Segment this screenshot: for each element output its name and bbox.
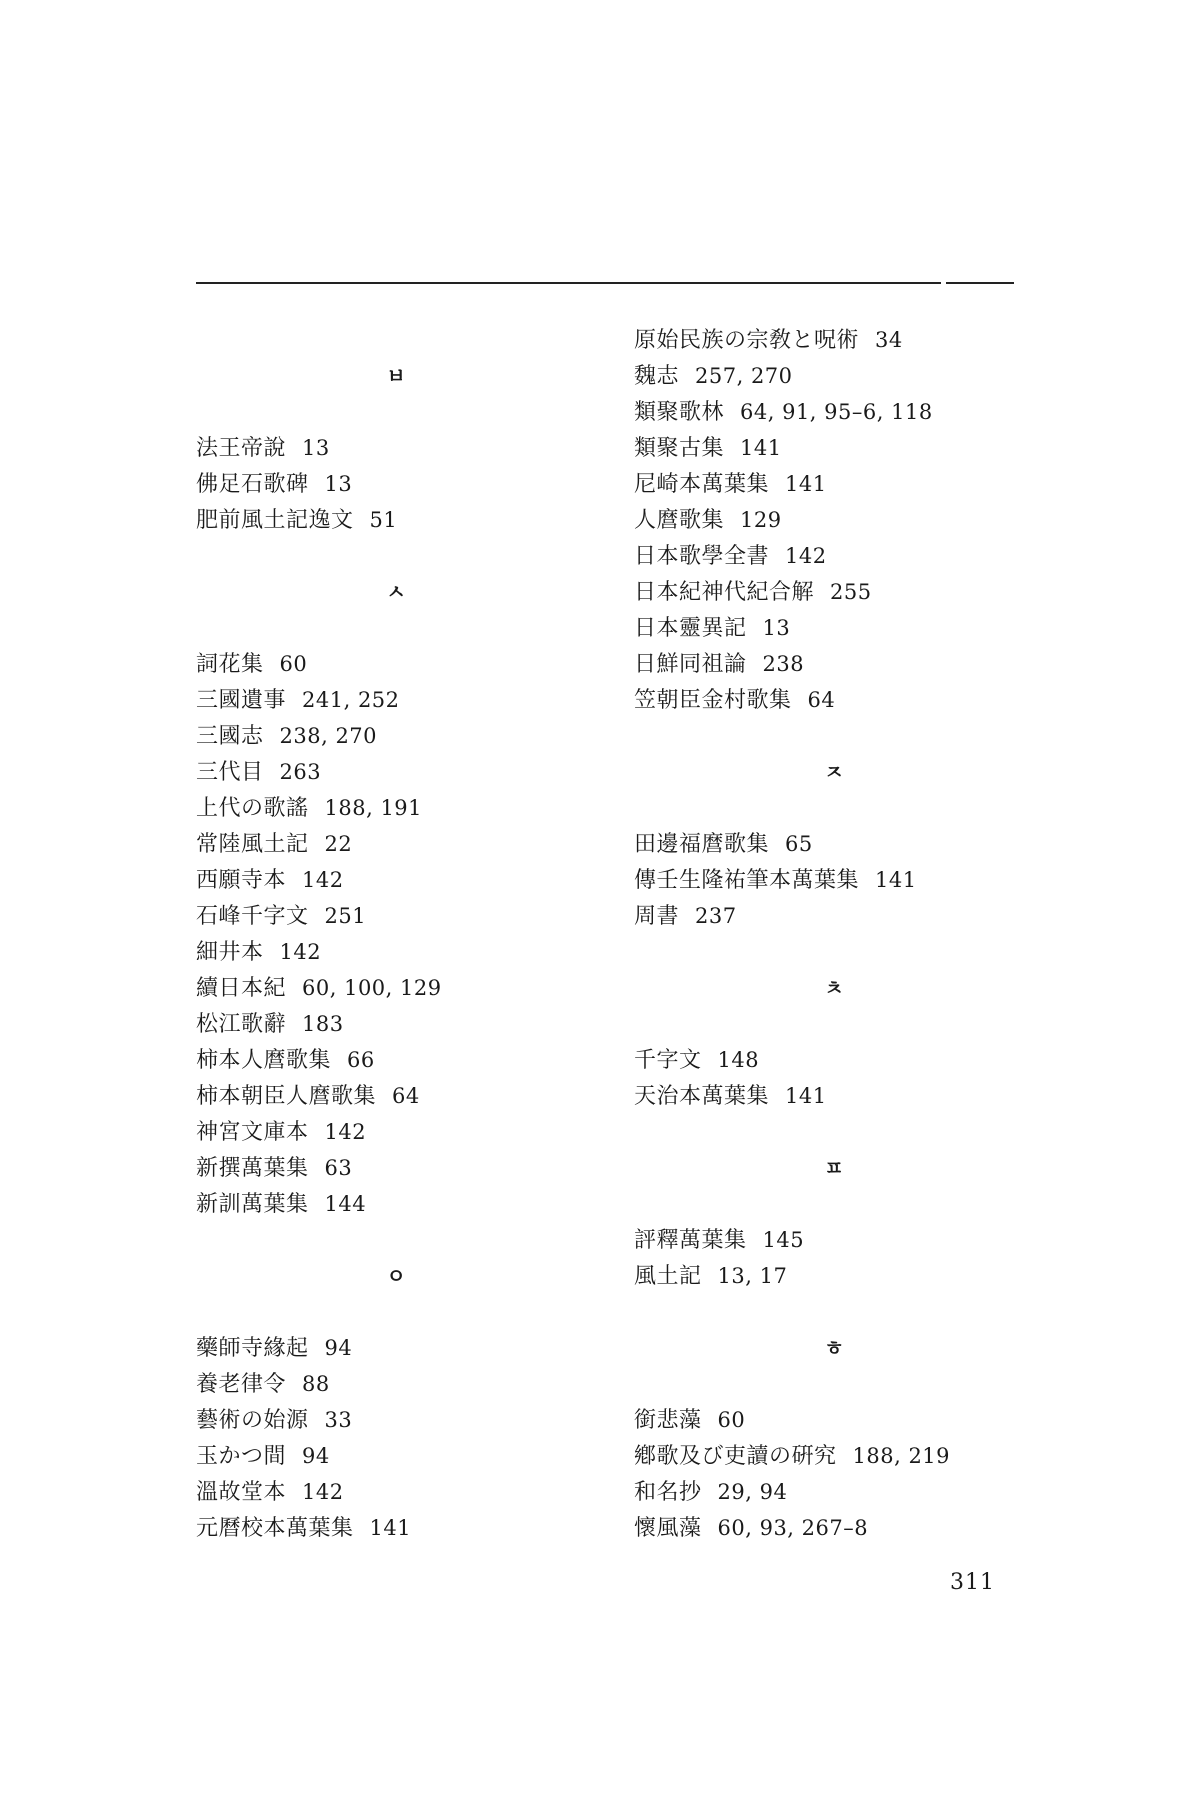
index-entry — [196, 1438, 616, 1474]
index-entry — [196, 1366, 616, 1402]
entry-pages: 141 — [875, 868, 917, 892]
entry-term: 尼崎本萬葉集 — [634, 472, 770, 497]
entry-pages: 141 — [369, 1516, 412, 1540]
entry-pages: 255 — [830, 580, 872, 604]
entry-pages: 64, 91, 95–6, 118 — [740, 400, 933, 424]
entry-pages: 13 — [302, 436, 330, 460]
index-entry — [634, 1474, 1054, 1510]
index-entry — [196, 1186, 616, 1222]
entry-pages: 60, 100, 129 — [302, 976, 442, 1000]
entry-pages: 145 — [762, 1228, 805, 1252]
index-entry — [196, 826, 616, 862]
entry-pages: 33 — [324, 1408, 353, 1432]
entry-term: 日本紀神代紀合解 — [634, 580, 815, 605]
index-entry — [634, 430, 1054, 466]
section-heading-h: ㅎ — [824, 1336, 844, 1360]
entry-term: 三代目 — [196, 760, 264, 785]
entry-term: 日本靈異記 — [634, 616, 747, 641]
entry-pages: 51 — [369, 508, 398, 532]
entry-term: 類聚歌林 — [634, 400, 725, 425]
entry-pages: 60 — [279, 652, 308, 676]
index-entry — [634, 466, 1054, 502]
index-entry — [196, 1474, 616, 1510]
spacer — [634, 1006, 1054, 1042]
index-entry — [634, 826, 1054, 862]
entry-pages: 263 — [279, 760, 322, 784]
entry-term: 常陸風土記 — [196, 832, 309, 857]
entry-pages: 34 — [875, 328, 903, 352]
spacer — [634, 1366, 1054, 1402]
entry-pages: 238, 270 — [279, 724, 378, 748]
entry-term: 細井本 — [196, 940, 264, 965]
entry-pages: 64 — [392, 1084, 420, 1108]
entry-term: 風土記 — [634, 1264, 702, 1289]
entry-term: 肥前風土記逸文 — [196, 508, 354, 533]
entry-term: 類聚古集 — [634, 436, 725, 461]
index-entry — [196, 430, 616, 466]
index-entry — [634, 862, 1054, 898]
entry-term: 柿本人麿歌集 — [196, 1048, 332, 1073]
index-entry — [196, 790, 616, 826]
entry-term: 鄕歌及び吏讀の硏究 — [634, 1444, 837, 1469]
entry-term: 柿本朝臣人麿歌集 — [196, 1084, 377, 1109]
section-heading-o: ㅇ — [386, 1264, 406, 1288]
entry-term: 佛足石歌碑 — [196, 472, 309, 497]
entry-term: 詞花集 — [196, 652, 264, 677]
spacer — [634, 790, 1054, 826]
index-entry — [196, 718, 616, 754]
entry-pages: 142 — [302, 1480, 344, 1504]
entry-pages: 60 — [717, 1408, 746, 1432]
entry-pages: 188, 219 — [852, 1444, 951, 1468]
entry-term: 評釋萬葉集 — [634, 1228, 747, 1253]
entry-term: 三國遺事 — [196, 688, 287, 713]
index-entry — [634, 322, 1054, 358]
index-entry — [196, 646, 616, 682]
index-entry — [634, 1438, 1054, 1474]
entry-term: 西願寺本 — [196, 868, 287, 893]
entry-term: 三國志 — [196, 724, 264, 749]
entry-pages: 66 — [347, 1048, 375, 1072]
index-entry — [634, 610, 1054, 646]
entry-term: 銜悲藻 — [634, 1408, 702, 1433]
entry-term: 和名抄 — [634, 1480, 702, 1505]
entry-term: 新撰萬葉集 — [196, 1156, 309, 1181]
index-entry — [196, 466, 616, 502]
entry-pages: 88 — [302, 1372, 330, 1396]
entry-term: 天治本萬葉集 — [634, 1084, 770, 1109]
entry-term: 千字文 — [634, 1048, 702, 1073]
index-entry — [634, 1510, 1054, 1546]
entry-term: 田邊福麿歌集 — [634, 832, 770, 857]
spacer — [634, 1186, 1054, 1222]
entry-pages: 22 — [324, 832, 353, 856]
entry-pages: 13 — [324, 472, 353, 496]
entry-pages: 141 — [785, 472, 827, 496]
spacer — [196, 394, 616, 430]
entry-term: 傳壬生隆祐筆本萬葉集 — [634, 868, 860, 893]
entry-pages: 94 — [324, 1336, 353, 1360]
index-entry — [196, 1042, 616, 1078]
entry-term: 原始民族の宗敎と呪術 — [634, 328, 860, 353]
entry-term: 笠朝臣金村歌集 — [634, 688, 792, 713]
entry-pages: 129 — [740, 508, 782, 532]
index-entry — [634, 1402, 1054, 1438]
entry-term: 藥師寺緣起 — [196, 1336, 309, 1361]
entry-pages: 188, 191 — [324, 796, 423, 820]
section-heading-j: ㅈ — [824, 760, 844, 784]
entry-term: 日本歌學全書 — [634, 544, 770, 569]
index-entry — [634, 358, 1054, 394]
spacer — [196, 538, 616, 574]
entry-pages: 141 — [785, 1084, 827, 1108]
index-entry — [196, 502, 616, 538]
index-entry — [196, 682, 616, 718]
entry-term: 法王帝說 — [196, 436, 287, 461]
entry-pages: 142 — [302, 868, 344, 892]
spacer — [196, 322, 616, 358]
index-entry — [196, 1330, 616, 1366]
entry-pages: 13 — [762, 616, 791, 640]
entry-term: 松江歌辭 — [196, 1012, 287, 1037]
index-entry — [196, 1114, 616, 1150]
entry-term: 人麿歌集 — [634, 508, 725, 533]
index-entry — [634, 1042, 1054, 1078]
entry-term: 養老律令 — [196, 1372, 287, 1397]
index-entry — [196, 934, 616, 970]
entry-term: 續日本紀 — [196, 976, 287, 1001]
index-entry — [196, 1078, 616, 1114]
index-entry — [634, 502, 1054, 538]
spacer — [634, 1114, 1054, 1150]
entry-term: 日鮮同祖論 — [634, 652, 747, 677]
index-entry — [196, 898, 616, 934]
index-entry — [634, 1222, 1054, 1258]
index-entry — [634, 1078, 1054, 1114]
top-rule — [196, 282, 941, 284]
entry-term: 元曆校本萬葉集 — [196, 1516, 354, 1541]
entry-pages: 141 — [740, 436, 782, 460]
spacer — [196, 1294, 616, 1330]
index-entry — [196, 1402, 616, 1438]
index-entry — [634, 682, 1054, 718]
right-column — [634, 322, 1054, 1546]
entry-term: 藝術の始源 — [196, 1408, 309, 1433]
entry-pages: 238 — [762, 652, 805, 676]
entry-pages: 13, 17 — [717, 1264, 788, 1288]
index-entry — [634, 898, 1054, 934]
spacer — [634, 934, 1054, 970]
entry-pages: 144 — [324, 1192, 367, 1216]
entry-pages: 148 — [717, 1048, 760, 1072]
entry-pages: 29, 94 — [717, 1480, 788, 1504]
entry-pages: 142 — [785, 544, 827, 568]
index-entry — [634, 394, 1054, 430]
entry-term: 石峰千字文 — [196, 904, 309, 929]
index-entry — [196, 1150, 616, 1186]
spacer — [634, 1294, 1054, 1330]
section-heading-ch: ㅊ — [824, 976, 844, 1000]
entry-pages: 64 — [807, 688, 836, 712]
entry-term: 周書 — [634, 904, 680, 929]
spacer — [634, 718, 1054, 754]
index-entry — [634, 574, 1054, 610]
section-heading-b: ㅂ — [386, 364, 406, 388]
index-entry — [196, 754, 616, 790]
top-rule-tail — [946, 282, 1014, 284]
index-entry — [196, 862, 616, 898]
section-heading-s: ㅅ — [386, 580, 406, 604]
page-number: 311 — [950, 1570, 995, 1595]
entry-pages: 183 — [302, 1012, 344, 1036]
entry-pages: 65 — [785, 832, 813, 856]
entry-pages: 94 — [302, 1444, 330, 1468]
entry-pages: 60, 93, 267–8 — [717, 1516, 869, 1540]
index-entry — [634, 646, 1054, 682]
spacer — [196, 610, 616, 646]
entry-pages: 241, 252 — [302, 688, 400, 712]
entry-pages: 257, 270 — [695, 364, 793, 388]
entry-term: 玉かつ間 — [196, 1444, 287, 1469]
entry-pages: 251 — [324, 904, 367, 928]
entry-term: 懷風藻 — [634, 1516, 702, 1541]
index-entry — [634, 538, 1054, 574]
entry-term: 新訓萬葉集 — [196, 1192, 309, 1217]
index-entry — [196, 1510, 616, 1546]
entry-term: 上代の歌謠 — [196, 796, 309, 821]
entry-term: 溫故堂本 — [196, 1480, 287, 1505]
entry-pages: 237 — [695, 904, 737, 928]
spacer — [196, 1222, 616, 1258]
entry-pages: 142 — [279, 940, 322, 964]
entry-pages: 63 — [324, 1156, 353, 1180]
entry-pages: 142 — [324, 1120, 367, 1144]
index-entry — [196, 970, 616, 1006]
index-entry — [634, 1258, 1054, 1294]
entry-term: 神宮文庫本 — [196, 1120, 309, 1145]
index-entry — [196, 1006, 616, 1042]
section-heading-p: ㅍ — [824, 1156, 844, 1180]
entry-term: 魏志 — [634, 364, 680, 389]
left-column — [196, 322, 616, 1546]
